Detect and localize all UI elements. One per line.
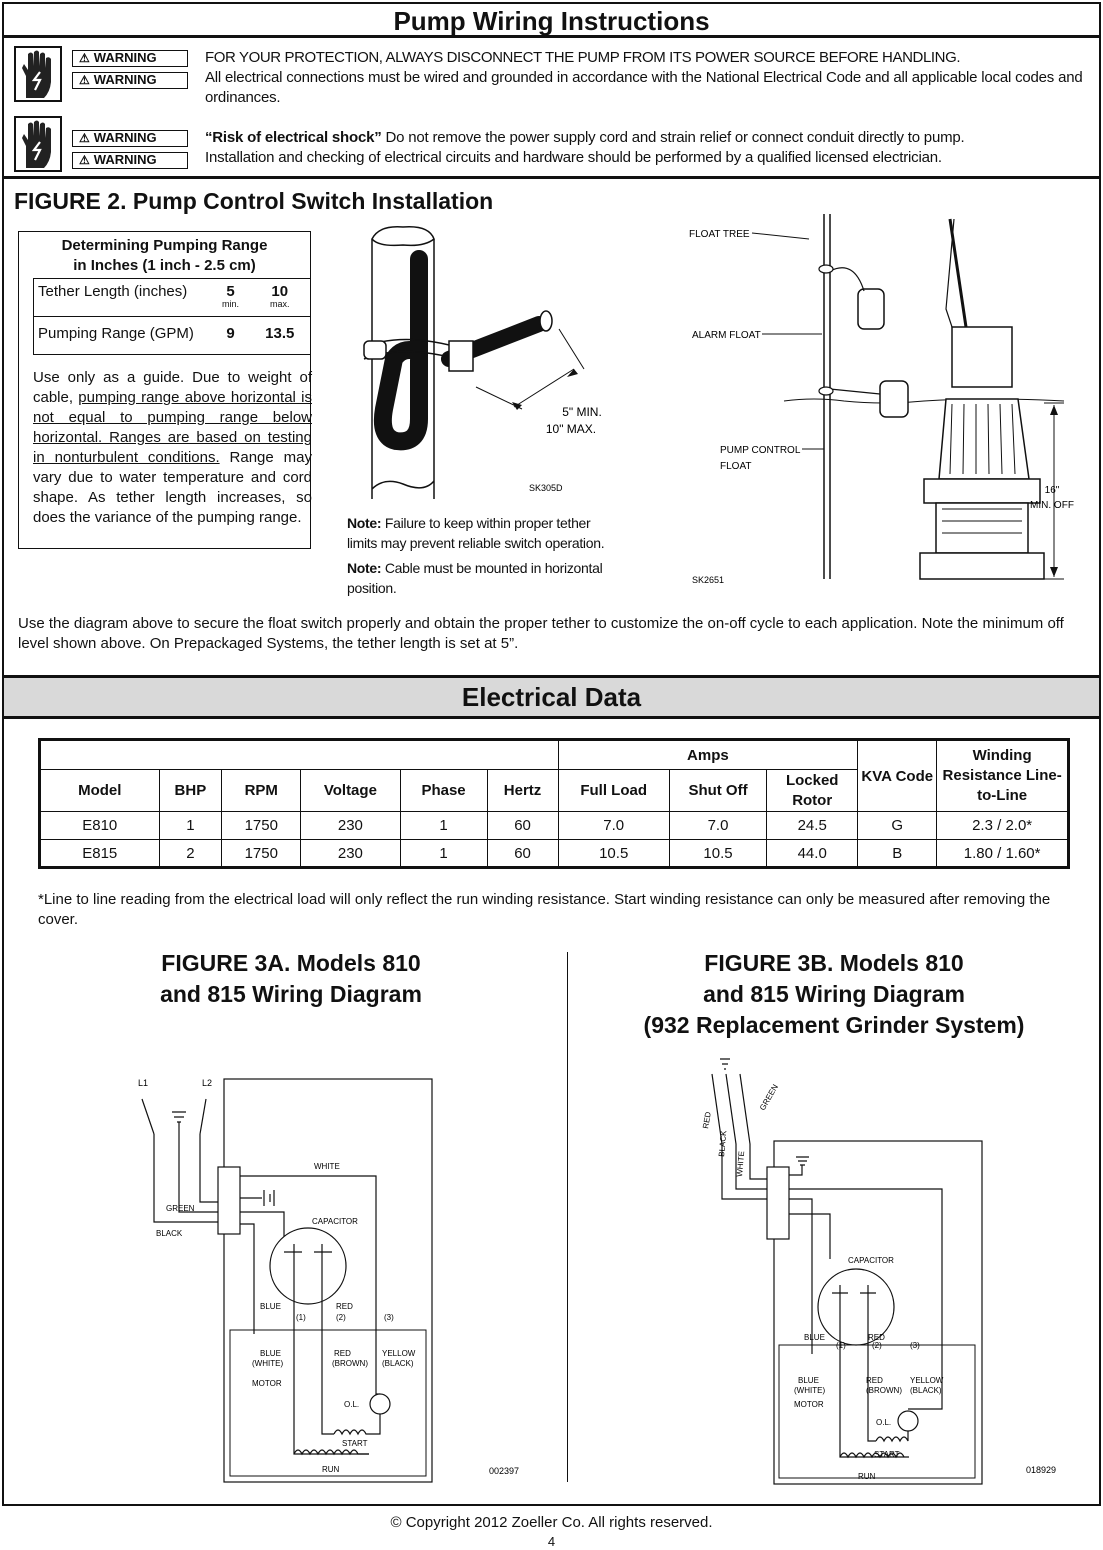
warning-text-1: FOR YOUR PROTECTION, ALWAYS DISCONNECT THE PUMP FROM ITS POWER SOURCE BEFORE HANDLING. All electrical connections must be wired and grounded in accordance with the National Electrical Code and all applicable local codes and ordinances. xyxy=(205,49,1083,106)
label-yellow-motor-3b: YELLOW xyxy=(910,1376,944,1385)
warning-text-2: “Risk of electrical shock” Do not remove the power supply cord and strain relief or connect conduit directly to pump. Installation and checking of electrical circuits and hardware should be performed by a qualified licensed electrician. xyxy=(205,129,965,166)
warning-badge: ⚠ WARNING xyxy=(72,50,188,67)
figure3a-code: 002397 xyxy=(489,1466,520,1476)
page-title: Pump Wiring Instructions xyxy=(4,4,1099,38)
col-full-load: Full Load xyxy=(558,770,669,812)
label-white: WHITE xyxy=(314,1162,340,1171)
note-cable-mount: Note: Cable must be mounted in horizontal position. xyxy=(347,560,603,596)
label-blue-motor-3b: BLUE xyxy=(798,1376,819,1385)
page-number: 4 xyxy=(547,1534,556,1549)
tether-clamp-diagram xyxy=(334,219,634,504)
label-yellow-motor: YELLOW xyxy=(382,1349,416,1358)
electrical-footnote: *Line to line reading from the electrical load will only reflect the run winding resistance. Start winding resistance can only be measured after removing the cover. xyxy=(38,891,1051,928)
label-run-3b: RUN xyxy=(858,1472,876,1481)
label-red: RED xyxy=(336,1302,353,1311)
table-row: E815 2 1750 230 1 60 10.5 10.5 44.0 B 1.80 / 1.60* xyxy=(40,840,1069,868)
figure3b-code: 018929 xyxy=(1026,1465,1057,1475)
label-white-motor-3b: (WHITE) xyxy=(794,1386,826,1395)
label-capacitor-3b: CAPACITOR xyxy=(848,1256,894,1265)
label-start-3b: START xyxy=(874,1450,900,1459)
label-terminal-1: (1) xyxy=(296,1313,306,1322)
label-white-motor: (WHITE) xyxy=(252,1359,284,1368)
label-white-lead: WHITE xyxy=(735,1150,747,1178)
amps-group-header: Amps xyxy=(558,740,858,770)
range-guide-paragraph: Use only as a guide. Due to weight of cable, pumping range above horizontal is not equal to pumping range below horizontal. Ranges are based on testing in nonturbulent conditions. Range may vary due to water temperature and cord shape. As tether length increases, so does the variance of the pumping range. xyxy=(33,369,312,526)
section-divider xyxy=(4,176,1099,179)
warning-badge: ⚠ WARNING xyxy=(72,130,188,147)
warning-badge: ⚠ WARNING xyxy=(72,72,188,89)
label-overload: O.L. xyxy=(344,1400,360,1409)
note-tether-limits: Note: Failure to keep within proper tether limits may prevent reliable switch operation. xyxy=(347,515,605,551)
label-red-3b: RED xyxy=(868,1333,885,1342)
clamp-dim-min: 5" MIN. xyxy=(562,405,602,419)
table-row: E810 1 1750 230 1 60 7.0 7.0 24.5 G 2.3 / 2.0* xyxy=(40,812,1069,840)
col-winding: Winding Resistance Line-to-Line xyxy=(937,740,1069,812)
label-alarm-float: ALARM FLOAT xyxy=(692,330,761,341)
tank-dim-value: 16" xyxy=(1044,485,1060,496)
label-terminal-1-3b: (1) xyxy=(836,1341,846,1350)
col-hertz: Hertz xyxy=(487,770,558,812)
label-motor: MOTOR xyxy=(252,1379,282,1388)
figure2-usage-text: Use the diagram above to secure the float switch properly and obtain the proper tether to customize the on-off cycle to each application. Note the minimum off level shown above. On Prepackaged Systems, the tether length is set at 5”. xyxy=(18,615,1064,652)
col-bhp: BHP xyxy=(159,770,222,812)
label-blue-motor: BLUE xyxy=(260,1349,281,1358)
label-pump-control: PUMP CONTROL xyxy=(720,445,801,456)
electrical-data-header: Electrical Data xyxy=(4,675,1099,719)
label-l1: L1 xyxy=(138,1078,149,1088)
label-red-motor: RED xyxy=(334,1349,351,1358)
col-model: Model xyxy=(40,770,160,812)
clamp-drawing-code: SK305D xyxy=(529,483,563,493)
label-terminal-3: (3) xyxy=(384,1313,394,1322)
float-tank-diagram xyxy=(684,209,1084,589)
label-motor-3b: MOTOR xyxy=(794,1400,824,1409)
figure3b-wiring-diagram xyxy=(654,1049,1074,1489)
label-float: FLOAT xyxy=(720,461,752,472)
label-run: RUN xyxy=(322,1465,340,1474)
label-overload-3b: O.L. xyxy=(876,1418,892,1427)
pumping-range-box xyxy=(18,231,311,549)
warning-block-2 xyxy=(14,116,1094,176)
shock-warning-lead: “Risk of electrical shock” xyxy=(205,129,382,146)
label-brown-motor-3b: (BROWN) xyxy=(866,1386,902,1395)
figure3a-title: FIGURE 3A. Models 810 and 815 Wiring Diagram xyxy=(160,950,422,1007)
shock-hazard-icon xyxy=(14,116,62,172)
label-terminal-2-3b: (2) xyxy=(872,1341,882,1350)
warning-badge: ⚠ WARNING xyxy=(72,152,188,169)
label-brown-motor: (BROWN) xyxy=(332,1359,368,1368)
label-blue: BLUE xyxy=(260,1302,281,1311)
copyright-text: © Copyright 2012 Zoeller Co. All rights reserved. xyxy=(390,1514,713,1531)
label-black-lead: BLACK xyxy=(717,1130,729,1158)
label-terminal-3-3b: (3) xyxy=(910,1341,920,1350)
label-green: GREEN xyxy=(166,1204,195,1213)
col-voltage: Voltage xyxy=(301,770,400,812)
label-green-lead: GREEN xyxy=(757,1082,780,1112)
label-red-motor-3b: RED xyxy=(866,1376,883,1385)
label-start: START xyxy=(342,1439,368,1448)
range-table: Tether Length (inches) 5 min. 10 max. Pumping Range (GPM) 9 13.5 xyxy=(33,278,311,355)
col-locked-rotor: Locked Rotor xyxy=(767,770,858,812)
label-terminal-2: (2) xyxy=(336,1313,346,1322)
tank-drawing-code: SK2651 xyxy=(692,575,725,585)
col-rpm: RPM xyxy=(222,770,301,812)
label-black-motor: (BLACK) xyxy=(382,1359,414,1368)
tank-dim-label: MIN. OFF xyxy=(1030,500,1074,511)
page-frame xyxy=(2,2,1101,1506)
figure-column-divider xyxy=(567,952,568,1482)
warning-block-1 xyxy=(14,46,1094,106)
clamp-dim-max: 10" MAX. xyxy=(545,422,597,436)
shock-hazard-icon xyxy=(14,46,62,102)
label-black: BLACK xyxy=(156,1229,183,1238)
col-kva: KVA Code xyxy=(858,740,937,812)
label-black-motor-3b: (BLACK) xyxy=(910,1386,942,1395)
col-shut-off: Shut Off xyxy=(669,770,766,812)
label-red-lead: RED xyxy=(701,1111,713,1130)
range-box-title: Determining Pumping Range in Inches (1 inch - 2.5 cm) xyxy=(61,237,268,274)
label-l2: L2 xyxy=(202,1078,213,1088)
figure2-title: FIGURE 2. Pump Control Switch Installation xyxy=(14,188,494,214)
label-float-tree: FLOAT TREE xyxy=(689,229,750,240)
figure3a-wiring-diagram xyxy=(124,1064,544,1484)
figure3b-title: FIGURE 3B. Models 810 and 815 Wiring Diagram (932 Replacement Grinder System) xyxy=(643,950,1025,1038)
col-phase: Phase xyxy=(400,770,487,812)
electrical-data-table xyxy=(38,738,1070,869)
label-blue-3b: BLUE xyxy=(804,1333,825,1342)
label-capacitor: CAPACITOR xyxy=(312,1217,358,1226)
